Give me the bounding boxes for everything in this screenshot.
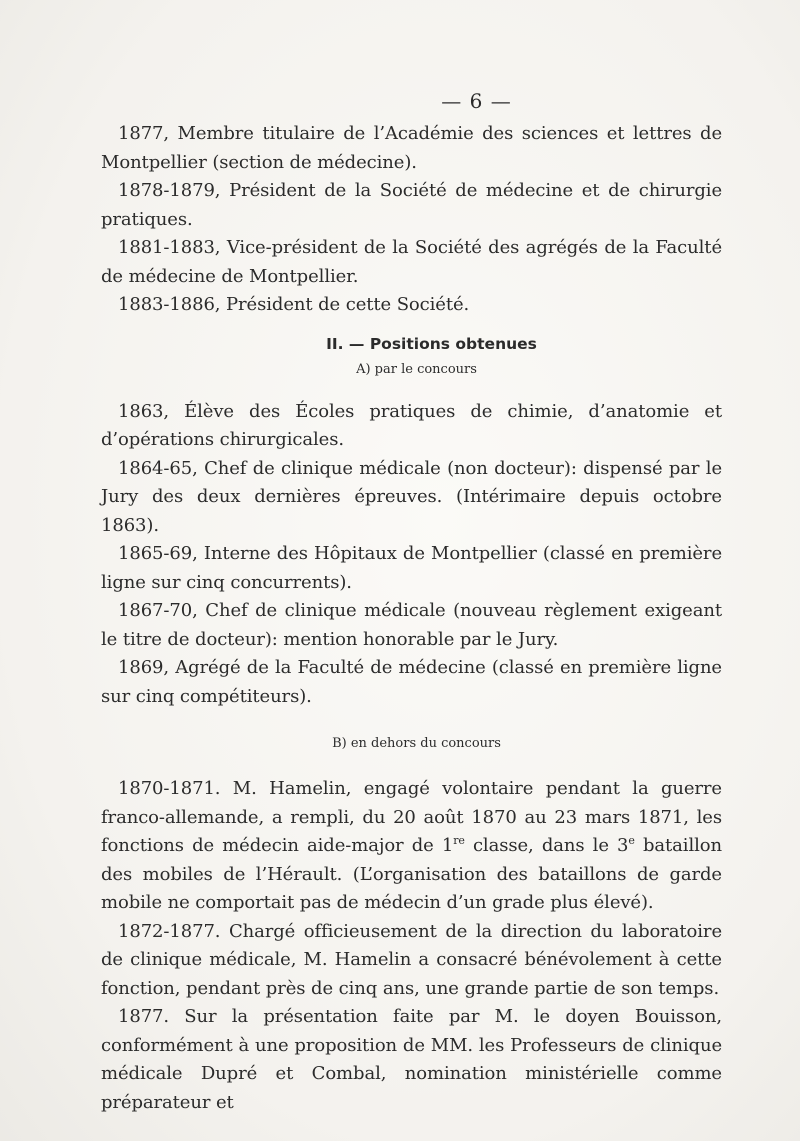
paragraph-text: classe, dans le 3: [464, 835, 629, 856]
subsection-heading-b: B) en dehors du concours: [332, 736, 501, 751]
hors-concours-paragraph: [101, 775, 722, 918]
paragraph-text: 1870-1871. M. Hamelin, engagé volontaire pendant la guerre franco-allemande, a rempli, du 20 août 1870 au 23 mars 1871, les fonctions de médecin aide-major de 1: [101, 778, 722, 856]
hors-concours-paragraph: 1872-1877. Chargé officieusement de la direction du laboratoire de clinique médicale, M. Hamelin a consacré bénévolement à cette fonction, pendant près de cinq ans, une grande partie de son temps.: [101, 920, 722, 999]
concours-paragraph: 1864-65, Chef de clinique médicale (non docteur): dispensé par le Jury des deux dernières épreuves. (Intérimaire depuis octobre 1863).: [101, 457, 722, 536]
concours-paragraph: 1867-70, Chef de clinique médicale (nouveau règlement exigeant le titre de docteur): mention honorable par le Jury.: [101, 600, 722, 650]
concours-paragraph: 1869, Agrégé de la Faculté de médecine (classé en première ligne sur cinq compétiteurs).: [101, 657, 722, 707]
membership-paragraph: 1878-1879, Président de la Société de médecine et de chirurgie pratiques.: [101, 180, 722, 230]
membership-paragraph: 1881-1883, Vice-président de la Société des agrégés de la Faculté de médecine de Montpellier.: [101, 237, 722, 287]
page-number: — 6 —: [441, 89, 512, 113]
membership-paragraph: 1877, Membre titulaire de l’Académie des sciences et lettres de Montpellier (section de médecine).: [101, 123, 722, 173]
concours-paragraph: 1863, Élève des Écoles pratiques de chimie, d’anatomie et d’opérations chirurgicales.: [101, 400, 722, 450]
hors-concours-paragraph: 1877. Sur la présentation faite par M. le doyen Bouisson, conformément à une proposition de MM. les Professeurs de clinique médicale Dupré et Combal, nomination ministérielle comme préparateur et: [101, 1006, 722, 1113]
paragraph-text: bataillon des mobiles de l’Hérault. (L’organisation des bataillons de garde mobile ne comportait pas de médecin d’un grade plus élevé).: [101, 835, 722, 913]
page-content: [101, 91, 722, 1117]
section-heading: II. — Positions obtenues: [326, 334, 537, 353]
superscript: re: [453, 834, 465, 847]
superscript: e: [628, 834, 635, 847]
concours-paragraph: 1865-69, Interne des Hôpitaux de Montpellier (classé en première ligne sur cinq concurrents).: [101, 543, 722, 593]
subsection-heading-a: A) par le concours: [356, 361, 477, 377]
membership-paragraph: 1883-1886, Président de cette Société.: [118, 294, 470, 315]
